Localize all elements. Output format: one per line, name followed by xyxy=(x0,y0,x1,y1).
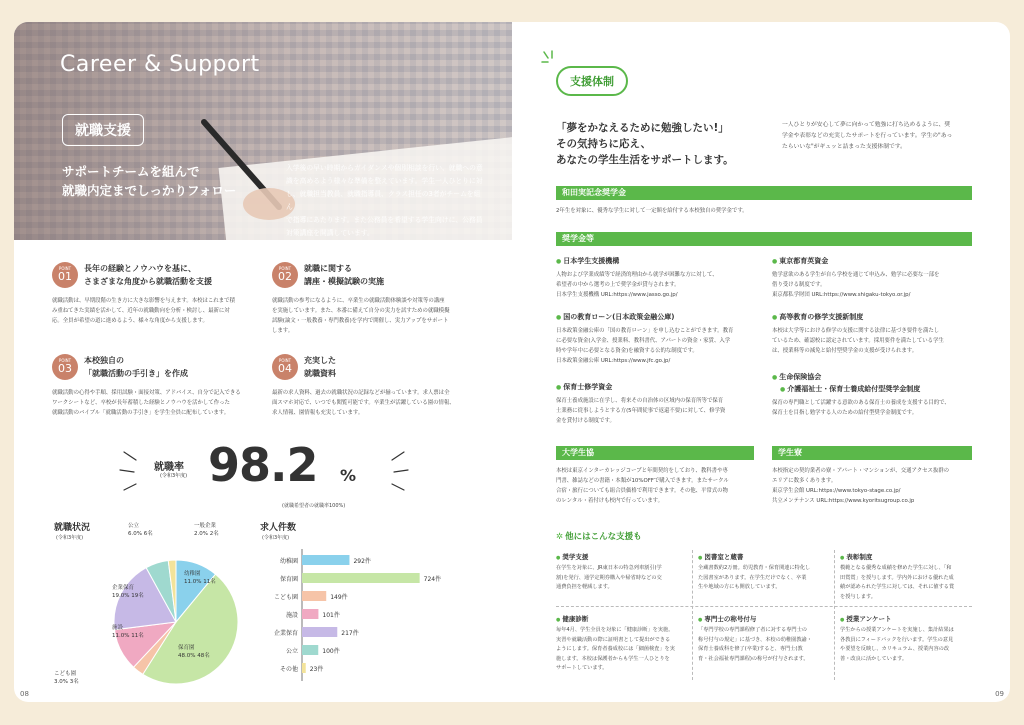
coop-text-line: 合宿・旅行についても組合員価格で利用できます。その他、平常式の物 xyxy=(556,488,728,494)
item-text-line: 東京都私学財団 URL:https://www.shigaku-tokyo.or.jp/ xyxy=(772,292,911,298)
item-text-line: 士業務に従事しようとする方(5年間従事で返還不要)に対して、修学資 xyxy=(556,408,726,414)
other-text-line: 生や地域の方にも開放しています。 xyxy=(698,584,781,590)
bar-value-label: 217件 xyxy=(341,630,359,637)
item-text-line: 日本学生支援機構 URL:https://www.jasso.go.jp/ xyxy=(556,292,678,298)
item-jasso-text xyxy=(556,270,718,300)
other-health-text xyxy=(556,626,675,674)
dashed-divider xyxy=(834,550,835,680)
bar-5 xyxy=(302,645,318,655)
bar-value-label: 292件 xyxy=(353,558,371,565)
other-text-line: 各教員にフィードバックを行います。学生の意見 xyxy=(840,636,954,643)
support-lead-line: その気持ちに応え、 xyxy=(556,138,652,150)
point-title xyxy=(304,262,494,288)
other-text-line: 在学生を対象に、JR東日本の特急列車割引(学 xyxy=(556,565,662,571)
employment-rate xyxy=(114,436,414,516)
point-title-line: さまざまな角度から就職活動を支援 xyxy=(84,277,212,286)
other-text-line: 育・社会福祉専門課程)の称号が付与されます。 xyxy=(698,655,809,662)
bar-value-label: 100件 xyxy=(322,648,340,655)
dorm-text-line: 東京学生会館 URL:https://www.tokyo-stage.co.jp/ xyxy=(772,488,901,494)
bar-category-label: こども園 xyxy=(273,594,298,601)
pie-label-facility xyxy=(112,624,144,640)
other-text-line: 全蔵書数約2万冊。幼児教育・保育関連に特化し xyxy=(698,565,811,571)
other-text-line: 称号付与の規定」に基づき、本校の幼稚園教諭・ xyxy=(698,636,812,643)
point-title-line: 充実した xyxy=(304,356,336,365)
other-travel-text xyxy=(556,564,662,593)
pie-label-public xyxy=(128,522,153,538)
item-text-line: 借り受ける制度です。 xyxy=(772,282,826,288)
bar-category-label: 幼稚園 xyxy=(279,558,298,565)
other-text-line: を授与します。 xyxy=(840,593,876,600)
point-number: 01 xyxy=(58,270,72,283)
point-number: 03 xyxy=(58,362,72,375)
point-title-line: 本校独自の xyxy=(84,356,124,365)
pie-label-value: 48.0% 48名 xyxy=(178,653,210,659)
other-text-line: 割)を発行、通学定期券購入や帰省時などの交 xyxy=(556,574,662,581)
coop-header: 大学生協 xyxy=(556,446,754,460)
bar-category-label: 施設 xyxy=(285,612,298,619)
item-text-line: に必要な資金(入学金、授業料、教科書代、アパートの資金・家賃、入学 xyxy=(556,338,731,344)
other-text-line: 実習や就職活動の際に証明書として提出ができる xyxy=(556,636,671,643)
bar-3 xyxy=(302,609,318,619)
other-title-grant-text xyxy=(698,626,812,664)
other-library-text xyxy=(698,564,810,593)
bar-value-label: 101件 xyxy=(322,612,340,619)
hero-lead-line: 就職内定までしっかりフォロー xyxy=(62,183,237,198)
other-award-head: ● 表彰制度 xyxy=(840,552,872,561)
dashed-divider xyxy=(556,606,972,607)
coop-text xyxy=(556,466,729,506)
bar-category-label: その他 xyxy=(279,666,298,673)
point-title xyxy=(84,354,274,380)
point-word: POINT xyxy=(58,358,72,363)
point-text-line: 求人情報、園情報も充実しています。 xyxy=(272,410,364,416)
other-text-line: ようにします。保育者養成校には「細菌検査」を実 xyxy=(556,646,675,652)
wada-scholarship-header: 和田実記念奨学金 xyxy=(556,186,972,200)
dashed-divider xyxy=(692,550,693,680)
pie-label-name: 公立 xyxy=(128,523,140,529)
other-text-line: 学生からの授業アンケートを実施し、集計結果は xyxy=(840,627,954,633)
support-lead-line: 「夢をかなえるために勉強したい!」 xyxy=(556,122,729,134)
other-text-line: 田賞賞」を授与します。学内外における優れた成 xyxy=(840,574,954,581)
point-title xyxy=(84,262,274,288)
point-text-line: します。 xyxy=(272,328,294,334)
other-text-line: や要望を反映し、カリキュラム、授業内容の改 xyxy=(840,646,950,652)
employment-pie-chart xyxy=(96,550,256,690)
pie-label-value: 6.0% 6名 xyxy=(128,531,153,537)
item-tokyo-fund-head: ● 東京都育英資金 xyxy=(772,256,828,267)
item-text-line: 本校は大学等における修学の支援に関する法律に基づき要件を満たし xyxy=(772,328,940,334)
item-text-line: 金を貸付ける制度です。 xyxy=(556,418,615,424)
other-support-title-text: 他にはこんな支援も xyxy=(565,532,642,542)
pie-label-kodomoen xyxy=(54,670,79,686)
item-text-line: 保育の専門職として活躍する意欲のある保育士の養成を支援する目的で、 xyxy=(772,400,950,406)
employment-title: 就職状況 xyxy=(54,523,91,533)
point-circle xyxy=(272,262,298,288)
item-text-line: ているため、確認校に認定されています。採用要件を満たしている学生 xyxy=(772,338,944,344)
pie-label-name: 幼稚園 xyxy=(184,571,201,577)
other-text-line: 保育士養成科を修了(卒業)すると、専門士(教 xyxy=(698,646,803,652)
hero-body-line: 入学後の早い時期からガイダンスや個別相談を行い、就職への意 xyxy=(286,164,483,172)
item-new-system-text xyxy=(772,326,944,356)
item-life-insurance-head2: ● 介護福祉士・保育士養成給付型奨学金制度 xyxy=(780,384,920,395)
item-text-line: 保育士を目指し勉学する人のための給付型奨学金制度です。 xyxy=(772,410,918,416)
dorm-header: 学生寮 xyxy=(772,446,972,460)
hero-title: Career & Support xyxy=(60,52,260,77)
other-text-line: 通費負担を軽減します。 xyxy=(556,584,613,590)
dorm-text-line: 本校指定の契約業者の寮・アパート・マンションが、交通アクセス抜群の xyxy=(772,468,950,474)
point-text-line: 就職活動は、早期段階の生き方に大きな影響を与えます。本校はこれまで積 xyxy=(52,298,235,304)
other-health-head: ● 健康診断 xyxy=(556,614,588,623)
pie-label-value: 19.0% 19名 xyxy=(112,593,144,599)
bar-value-label: 149件 xyxy=(330,594,348,601)
support-lead-body-line: 一人ひとりが安心して夢に向かって勉強に打ち込めるように、奨 xyxy=(782,122,951,128)
support-lead-body xyxy=(782,120,972,153)
point-text-line: ワークシートなど、卒校が長年蓄積した経験とノウハウを活かして作った xyxy=(52,400,230,406)
dorm-text xyxy=(772,466,949,506)
pie-label-nursery xyxy=(178,644,210,660)
item-nursery-fund-head: ● 保育士修学資金 xyxy=(556,382,612,393)
rate-unit: % xyxy=(340,466,357,485)
other-text-line: サポートしています。 xyxy=(556,665,608,671)
point-text-line: み重ねてきた実績を活かして、近年の就職動向を分析・検討し、最新に対 xyxy=(52,308,230,314)
other-survey-text xyxy=(840,626,954,664)
point-text-line: 最新の求人資料、過去の就職状況の記録などが揃っています。求人票は全 xyxy=(272,390,450,396)
pie-label-name: 企業保育 xyxy=(112,585,135,591)
point-title-line: 講座・模擬試験の実施 xyxy=(304,277,384,286)
other-text-line: 善・改良に活かしています。 xyxy=(840,655,908,662)
hero-body-line: し、就職担当教員、就職指導員、クラス担任の3者がチームを組ん xyxy=(286,190,481,211)
point-text-line: 就職活動の参考になるように、卒業生の就職活動体験談や対策等の講座 xyxy=(272,298,445,304)
item-nursery-fund-text xyxy=(556,396,725,426)
item-text-line: 希望者の中から選考の上で奨学金が貸与されます。 xyxy=(556,282,680,288)
other-text-line: 毎年4月、学生全員を対象に「健康診断」を実施。 xyxy=(556,627,674,633)
pie-label-name: 保育園 xyxy=(178,645,195,651)
support-system-badge: 支援体制 xyxy=(556,66,628,96)
dorm-text-line: エリアに数多くあります。 xyxy=(772,478,837,484)
support-lead-body-line: たらいいな"がギュッと詰まった支援体制です。 xyxy=(782,144,906,150)
point-number: 04 xyxy=(278,362,292,375)
rate-note: (就職希望者の就職率100%) xyxy=(282,503,346,509)
pie-label-name: 一般企業 xyxy=(194,523,217,529)
pie-label-kindergarten xyxy=(184,570,216,586)
point-title-line: 「就職活動の手引き」を作成 xyxy=(84,369,188,378)
other-title-grant-head: ● 専門士の称号付与 xyxy=(698,614,756,623)
hero-body xyxy=(286,162,486,240)
point-title xyxy=(304,354,494,380)
bar-4 xyxy=(302,627,337,637)
sparkle-small-icon: ✲ xyxy=(556,532,564,542)
other-award-text xyxy=(840,564,954,602)
bar-value-label: 23件 xyxy=(309,666,324,673)
point-word: POINT xyxy=(278,358,292,363)
rate-label: 就職率 xyxy=(154,462,184,473)
item-jasso-head: ● 日本学生支援機構 xyxy=(556,256,619,267)
other-travel-head: ● 奨学支援 xyxy=(556,552,588,561)
point-text xyxy=(272,296,477,336)
coop-text-line: 門書、雑誌などの書籍・本類が10%OFFで購入できます。またサークル xyxy=(556,478,729,484)
point-title-line: 長年の経験とノウハウを基に、 xyxy=(84,264,196,273)
job-support-badge: 就職支援 xyxy=(62,114,144,146)
other-survey-head: ● 授業アンケート xyxy=(840,614,892,623)
wada-scholarship-text: 2年生を対象に、優秀な学生に対して一定額を給付する本校独自の奨学金です。 xyxy=(556,208,748,214)
point-title-line: 就職資料 xyxy=(304,369,336,378)
page-number-right: 09 xyxy=(995,690,1004,698)
point-text-line: 試験(論文・一般教養・専門教養)を学内で開催し、実力アップをサポート xyxy=(272,318,449,324)
item-text-line: 人物および学業成績等で経済的理由から就学が困難な方に対して、 xyxy=(556,272,718,278)
item-life-insurance-text xyxy=(772,398,950,418)
scholarships-header: 奨学金等 xyxy=(556,232,972,246)
item-text-line: 保育士養成施設に在学し、将来その自治体の区域内の保育所等で保育 xyxy=(556,398,724,404)
support-lead-body-line: 学金や表彰などの充実したサポートを行っています。学生の"あっ xyxy=(782,133,953,139)
other-text-line: 施します。本校は保護者からも学生一人ひとりを xyxy=(556,655,670,662)
item-text-line: 勉学意欲のある学生が自ら学校を通じて申込み、勉学に必要な一部を xyxy=(772,272,940,278)
dorm-text-line: 共立メンテナンス URL:https://www.kyoritsugroup.co.jp xyxy=(772,498,915,504)
point-word: POINT xyxy=(278,266,292,271)
item-text-line: は、授業料等の減免と給付型奨学金の支援が受けられます。 xyxy=(772,348,918,354)
point-text-line: 就職活動のバイブル「就職活動の手引き」を学生全員に配布しています。 xyxy=(52,410,230,416)
point-circle xyxy=(52,354,78,380)
page-number-left: 08 xyxy=(20,690,29,698)
pie-label-company xyxy=(194,522,219,538)
item-life-insurance-head: ● 生命保険協会 xyxy=(772,372,821,383)
hero-body-line: で指導にあたります。また公務員を希望する学生向けに、公務員 xyxy=(286,216,483,224)
pie-label-value: 2.0% 2名 xyxy=(194,531,219,537)
point-text xyxy=(272,388,477,418)
other-text-line: 模範となる優秀な成績を修めた学生に対し、「和 xyxy=(840,565,952,571)
bar-6 xyxy=(302,663,306,673)
openings-bar-chart xyxy=(242,547,462,692)
item-loan-head: ● 国の教育ローン(日本政策金融公庫) xyxy=(556,312,675,323)
employment-sub: (令和3年度) xyxy=(56,535,84,541)
point-number: 02 xyxy=(278,270,292,283)
bar-value-label: 724件 xyxy=(423,576,442,583)
other-text-line: 「専門学校の専門課程修了者に対する専門士の xyxy=(698,627,807,633)
hero-lead xyxy=(62,162,282,200)
other-library-head: ● 図書室と蔵書 xyxy=(698,552,743,561)
pie-label-value: 11.0% 11名 xyxy=(184,579,216,585)
hero-body-line: 識を高めるよう様々な準備を整えています。学生一人ひとりに対 xyxy=(286,177,483,185)
bar-1 xyxy=(302,573,420,583)
point-word: POINT xyxy=(58,266,72,271)
item-new-system-head: ● 高等教育の修学支援新制度 xyxy=(772,312,863,323)
item-text-line: 時や学年中に必要となる資金)を融資する公的な制度です。 xyxy=(556,348,698,354)
coop-text-line: のレンタル・着付けも校内で行っています。 xyxy=(556,498,664,504)
point-text xyxy=(52,388,257,418)
point-text xyxy=(52,296,257,326)
point-title-line: 就職に関する xyxy=(304,264,352,273)
pie-label-name: こども園 xyxy=(54,671,77,677)
bar-category-label: 公立 xyxy=(285,648,298,655)
pie-label-value: 3.0% 3名 xyxy=(54,679,79,685)
other-text-line: 績が認められた学生に対しては、それに値する賞 xyxy=(840,584,955,590)
bar-category-label: 企業保育 xyxy=(273,630,298,637)
point-circle xyxy=(52,262,78,288)
other-text-line: た図書室があります。在学生だけでなく、卒業 xyxy=(698,574,807,581)
rate-value: 98.2 xyxy=(208,438,318,492)
item-text-line: 日本政策金融公庫の「国の教育ローン」を申し込むことができます。教育 xyxy=(556,328,734,334)
bar-2 xyxy=(302,591,326,601)
point-text-line: 面スマホ対応で、いつでも閲覧可能です。卒業生が活躍している園の情報、 xyxy=(272,400,455,406)
rate-sub: (令和3年度) xyxy=(160,473,188,479)
point-circle xyxy=(272,354,298,380)
hero-lead-line: サポートチームを組んで xyxy=(62,164,200,179)
bar-0 xyxy=(302,555,349,565)
openings-sub: (令和3年度) xyxy=(262,535,290,541)
sparkle-icon xyxy=(540,50,560,68)
pie-label-value: 11.0% 11名 xyxy=(112,633,144,639)
item-loan-text xyxy=(556,326,733,366)
point-text-line: 就職活動の心得や手順、採用試験・面接対策、アドバイス、自分で記入できる xyxy=(52,390,241,396)
point-text-line: 応。全員が希望の道に進めるよう、様々な角度から支援します。 xyxy=(52,318,208,324)
item-tokyo-fund-text xyxy=(772,270,939,300)
support-lead-line: あなたの学生生活をサポートします。 xyxy=(556,154,734,166)
other-support-title xyxy=(556,530,642,542)
pie-label-corporate xyxy=(112,584,144,600)
item-text-line: 日本政策金融公庫 URL:https://www.jfc.go.jp/ xyxy=(556,358,671,364)
pie-label-name: 施設 xyxy=(112,625,124,631)
coop-text-line: 本校は東京インターカレッジコープと年間契約をしており、教科書や専 xyxy=(556,468,728,474)
openings-title: 求人件数 xyxy=(260,523,297,533)
point-text-line: を実施しています。また、本番に備えて自分の実力を試すための就職模擬 xyxy=(272,308,450,314)
support-lead xyxy=(556,120,776,168)
hero-body-line: 対策講座を開講しています。 xyxy=(286,229,374,237)
bar-category-label: 保育園 xyxy=(279,576,298,583)
